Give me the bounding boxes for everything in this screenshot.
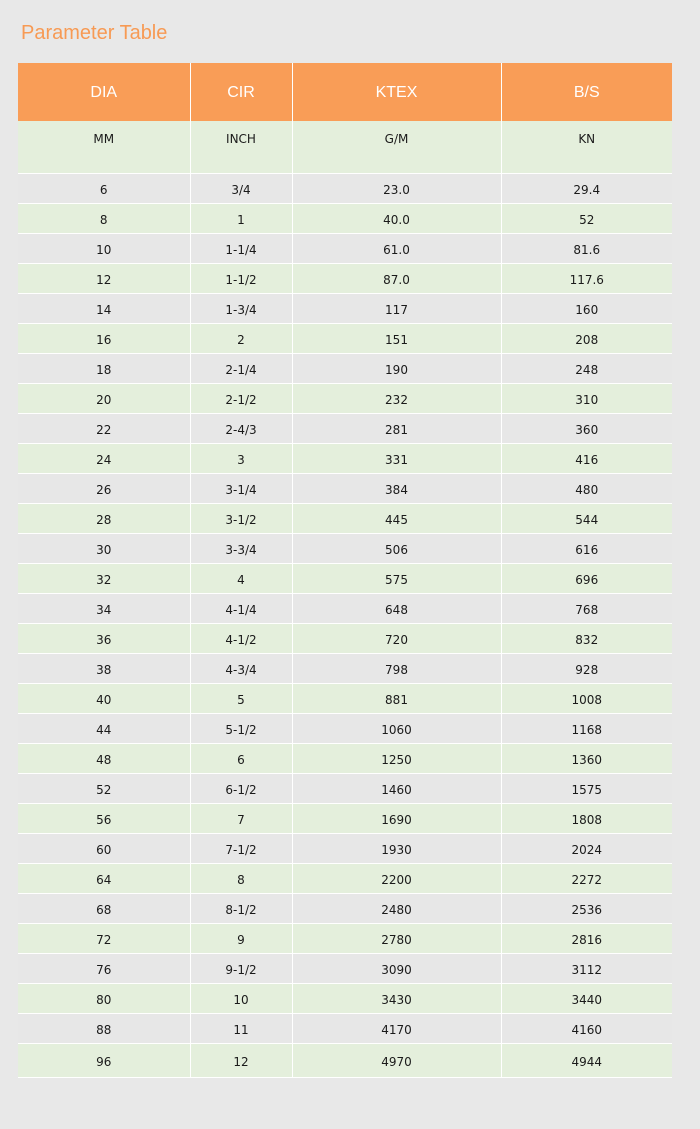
cell-cir: 2-4/3 bbox=[190, 413, 292, 443]
cell-ktex: 23.0 bbox=[292, 173, 501, 203]
cell-dia: 36 bbox=[18, 623, 190, 653]
cell-ktex: 117 bbox=[292, 293, 501, 323]
cell-ktex: 3430 bbox=[292, 983, 501, 1013]
cell-dia: 88 bbox=[18, 1013, 190, 1043]
cell-bs: 544 bbox=[501, 503, 672, 533]
cell-bs: 29.4 bbox=[501, 173, 672, 203]
cell-dia: 60 bbox=[18, 833, 190, 863]
cell-ktex: 384 bbox=[292, 473, 501, 503]
cell-ktex: 575 bbox=[292, 563, 501, 593]
cell-bs: 1168 bbox=[501, 713, 672, 743]
cell-dia: 8 bbox=[18, 203, 190, 233]
cell-bs: 208 bbox=[501, 323, 672, 353]
table-row bbox=[18, 623, 672, 653]
cell-bs: 1360 bbox=[501, 743, 672, 773]
cell-dia: 76 bbox=[18, 953, 190, 983]
cell-bs: 117.6 bbox=[501, 263, 672, 293]
cell-cir: 2 bbox=[190, 323, 292, 353]
cell-bs: 52 bbox=[501, 203, 672, 233]
table-row bbox=[18, 443, 672, 473]
cell-bs: 928 bbox=[501, 653, 672, 683]
cell-dia: 56 bbox=[18, 803, 190, 833]
cell-ktex: 232 bbox=[292, 383, 501, 413]
table-row bbox=[18, 653, 672, 683]
cell-bs: 2024 bbox=[501, 833, 672, 863]
cell-cir: 6-1/2 bbox=[190, 773, 292, 803]
cell-cir: 1-1/2 bbox=[190, 263, 292, 293]
table-row bbox=[18, 983, 672, 1013]
cell-bs: 768 bbox=[501, 593, 672, 623]
table-row bbox=[18, 893, 672, 923]
cell-ktex: 648 bbox=[292, 593, 501, 623]
cell-bs: 360 bbox=[501, 413, 672, 443]
unit-dia: MM bbox=[18, 121, 190, 173]
cell-ktex: 1250 bbox=[292, 743, 501, 773]
cell-bs: 416 bbox=[501, 443, 672, 473]
cell-bs: 4160 bbox=[501, 1013, 672, 1043]
table-row bbox=[18, 353, 672, 383]
cell-cir: 7 bbox=[190, 803, 292, 833]
table-header-row bbox=[18, 63, 672, 121]
cell-cir: 10 bbox=[190, 983, 292, 1013]
cell-bs: 3440 bbox=[501, 983, 672, 1013]
cell-cir: 9 bbox=[190, 923, 292, 953]
table-row bbox=[18, 233, 672, 263]
unit-ktex: G/M bbox=[292, 121, 501, 173]
unit-row bbox=[18, 121, 672, 173]
cell-ktex: 445 bbox=[292, 503, 501, 533]
cell-ktex: 798 bbox=[292, 653, 501, 683]
cell-dia: 44 bbox=[18, 713, 190, 743]
cell-cir: 9-1/2 bbox=[190, 953, 292, 983]
cell-cir: 3/4 bbox=[190, 173, 292, 203]
cell-cir: 3-1/4 bbox=[190, 473, 292, 503]
cell-bs: 832 bbox=[501, 623, 672, 653]
cell-bs: 3112 bbox=[501, 953, 672, 983]
cell-cir: 8-1/2 bbox=[190, 893, 292, 923]
cell-ktex: 2480 bbox=[292, 893, 501, 923]
table-row bbox=[18, 563, 672, 593]
cell-dia: 72 bbox=[18, 923, 190, 953]
cell-cir: 12 bbox=[190, 1043, 292, 1077]
cell-cir: 5-1/2 bbox=[190, 713, 292, 743]
cell-dia: 30 bbox=[18, 533, 190, 563]
table-row bbox=[18, 1043, 672, 1077]
cell-dia: 68 bbox=[18, 893, 190, 923]
cell-cir: 4 bbox=[190, 563, 292, 593]
cell-dia: 18 bbox=[18, 353, 190, 383]
cell-bs: 248 bbox=[501, 353, 672, 383]
cell-dia: 48 bbox=[18, 743, 190, 773]
cell-bs: 696 bbox=[501, 563, 672, 593]
unit-cir: INCH bbox=[190, 121, 292, 173]
cell-cir: 2-1/4 bbox=[190, 353, 292, 383]
cell-cir: 1-3/4 bbox=[190, 293, 292, 323]
table-row bbox=[18, 383, 672, 413]
table-row bbox=[18, 863, 672, 893]
cell-cir: 1 bbox=[190, 203, 292, 233]
cell-bs: 2536 bbox=[501, 893, 672, 923]
table-row bbox=[18, 803, 672, 833]
cell-dia: 10 bbox=[18, 233, 190, 263]
cell-dia: 34 bbox=[18, 593, 190, 623]
table-row bbox=[18, 683, 672, 713]
cell-ktex: 281 bbox=[292, 413, 501, 443]
cell-bs: 310 bbox=[501, 383, 672, 413]
cell-cir: 11 bbox=[190, 1013, 292, 1043]
header-dia: DIA bbox=[18, 63, 190, 121]
cell-dia: 14 bbox=[18, 293, 190, 323]
table-row bbox=[18, 473, 672, 503]
cell-cir: 4-1/4 bbox=[190, 593, 292, 623]
cell-dia: 6 bbox=[18, 173, 190, 203]
cell-cir: 8 bbox=[190, 863, 292, 893]
cell-ktex: 1690 bbox=[292, 803, 501, 833]
cell-cir: 7-1/2 bbox=[190, 833, 292, 863]
cell-dia: 24 bbox=[18, 443, 190, 473]
unit-bs: KN bbox=[501, 121, 672, 173]
cell-ktex: 1460 bbox=[292, 773, 501, 803]
cell-dia: 32 bbox=[18, 563, 190, 593]
cell-ktex: 61.0 bbox=[292, 233, 501, 263]
page-title: Parameter Table bbox=[21, 22, 168, 44]
table-row bbox=[18, 833, 672, 863]
cell-dia: 80 bbox=[18, 983, 190, 1013]
header-ktex: KTEX bbox=[292, 63, 501, 121]
cell-dia: 22 bbox=[18, 413, 190, 443]
cell-dia: 40 bbox=[18, 683, 190, 713]
cell-dia: 28 bbox=[18, 503, 190, 533]
cell-cir: 6 bbox=[190, 743, 292, 773]
cell-bs: 1575 bbox=[501, 773, 672, 803]
cell-ktex: 331 bbox=[292, 443, 501, 473]
cell-bs: 616 bbox=[501, 533, 672, 563]
table-row bbox=[18, 263, 672, 293]
parameter-table bbox=[18, 63, 672, 1078]
table-row bbox=[18, 293, 672, 323]
table-row bbox=[18, 713, 672, 743]
table-row bbox=[18, 773, 672, 803]
table-row bbox=[18, 593, 672, 623]
table-row bbox=[18, 413, 672, 443]
cell-ktex: 2200 bbox=[292, 863, 501, 893]
table-body bbox=[18, 121, 672, 1077]
cell-ktex: 1060 bbox=[292, 713, 501, 743]
cell-dia: 16 bbox=[18, 323, 190, 353]
cell-dia: 20 bbox=[18, 383, 190, 413]
cell-bs: 160 bbox=[501, 293, 672, 323]
cell-bs: 1008 bbox=[501, 683, 672, 713]
cell-cir: 3 bbox=[190, 443, 292, 473]
cell-ktex: 87.0 bbox=[292, 263, 501, 293]
table-row bbox=[18, 533, 672, 563]
header-bs: B/S bbox=[501, 63, 672, 121]
cell-cir: 2-1/2 bbox=[190, 383, 292, 413]
cell-bs: 1808 bbox=[501, 803, 672, 833]
cell-cir: 4-3/4 bbox=[190, 653, 292, 683]
cell-dia: 26 bbox=[18, 473, 190, 503]
table-row bbox=[18, 1013, 672, 1043]
cell-cir: 5 bbox=[190, 683, 292, 713]
cell-cir: 1-1/4 bbox=[190, 233, 292, 263]
table-row bbox=[18, 203, 672, 233]
table-row bbox=[18, 323, 672, 353]
cell-cir: 4-1/2 bbox=[190, 623, 292, 653]
cell-ktex: 720 bbox=[292, 623, 501, 653]
cell-bs: 2816 bbox=[501, 923, 672, 953]
header-cir: CIR bbox=[190, 63, 292, 121]
cell-dia: 64 bbox=[18, 863, 190, 893]
cell-ktex: 3090 bbox=[292, 953, 501, 983]
cell-ktex: 881 bbox=[292, 683, 501, 713]
cell-bs: 4944 bbox=[501, 1043, 672, 1077]
cell-bs: 81.6 bbox=[501, 233, 672, 263]
cell-dia: 96 bbox=[18, 1043, 190, 1077]
cell-cir: 3-1/2 bbox=[190, 503, 292, 533]
cell-ktex: 151 bbox=[292, 323, 501, 353]
cell-ktex: 4970 bbox=[292, 1043, 501, 1077]
cell-bs: 2272 bbox=[501, 863, 672, 893]
table-row bbox=[18, 503, 672, 533]
table-row bbox=[18, 173, 672, 203]
cell-ktex: 190 bbox=[292, 353, 501, 383]
cell-dia: 12 bbox=[18, 263, 190, 293]
cell-ktex: 4170 bbox=[292, 1013, 501, 1043]
cell-dia: 38 bbox=[18, 653, 190, 683]
cell-ktex: 2780 bbox=[292, 923, 501, 953]
cell-ktex: 506 bbox=[292, 533, 501, 563]
cell-bs: 480 bbox=[501, 473, 672, 503]
table-row bbox=[18, 743, 672, 773]
cell-ktex: 40.0 bbox=[292, 203, 501, 233]
table-row bbox=[18, 923, 672, 953]
cell-cir: 3-3/4 bbox=[190, 533, 292, 563]
table-row bbox=[18, 953, 672, 983]
cell-ktex: 1930 bbox=[292, 833, 501, 863]
cell-dia: 52 bbox=[18, 773, 190, 803]
